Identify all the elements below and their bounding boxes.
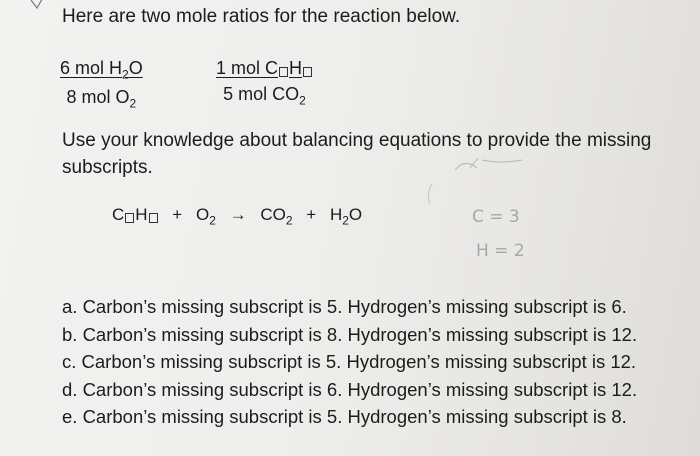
pencil-note-carbon: C = 3 xyxy=(472,207,520,227)
option-c[interactable]: c. Carbon’s missing subscript is 5. Hydrogen’s missing subscript is 12. xyxy=(62,351,637,373)
ratio-denominator: 5 mol $CO_2$ xyxy=(223,84,306,108)
option-b[interactable]: b. Carbon’s missing subscript is 8. Hydrogen’s missing subscript is 12. xyxy=(62,323,638,345)
option-a[interactable]: a. Carbon’s missing subscript is 5. Hydrogen’s missing subscript is 6. xyxy=(62,296,627,317)
chemical-equation: C $H + O_2 \to CO_2 + H_2O$ xyxy=(112,205,363,228)
ratio-denominator: 8 mol $O_2$ xyxy=(66,86,137,111)
reaction-arrow: → xyxy=(229,205,247,224)
option-d[interactable]: d. Carbon’s missing subscript is 6. Hydrogen’s missing subscript is 12. xyxy=(62,378,638,400)
question-text: Use your knowledge about balancing equations to provide the missing subscripts. xyxy=(62,130,652,178)
ratio-numerator: 6 mol $H_2O$ xyxy=(60,58,143,82)
option-e[interactable]: e. Carbon’s missing subscript is 5. Hydrogen’s missing subscript is 8. xyxy=(62,406,627,428)
ratio-numerator: 1 mol C H xyxy=(216,58,313,84)
answer-options xyxy=(62,293,637,431)
pencil-note-hydrogen: H = 2 xyxy=(476,241,525,261)
intro-text: Here are two mole ratios for the reaction below. xyxy=(62,6,461,27)
